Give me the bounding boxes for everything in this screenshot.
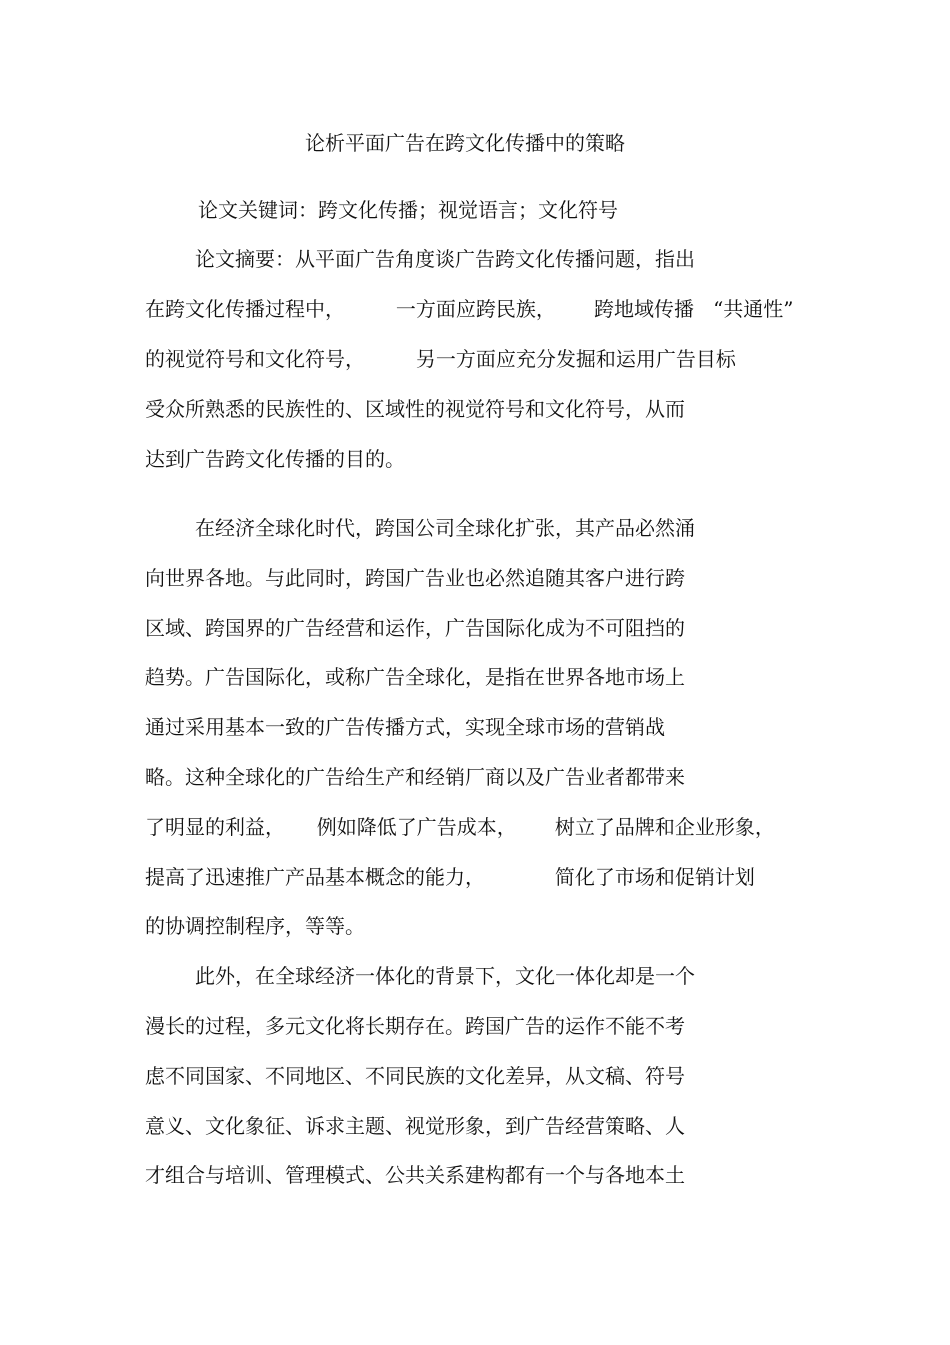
body-line: 的协调控制程序，等等。 bbox=[145, 914, 365, 938]
body-line: 提高了迅速推广产品基本概念的能力， 简化了市场和促销计划 bbox=[145, 865, 755, 889]
abstract-line: 论文摘要：从平面广告角度谈广告跨文化传播问题，指出 bbox=[195, 247, 695, 271]
body-line: 在经济全球化时代，跨国公司全球化扩张，其产品必然涌 bbox=[195, 516, 695, 540]
body-line: 区域、跨国界的广告经营和运作，广告国际化成为不可阻挡的 bbox=[145, 616, 685, 640]
body-line: 虑不同国家、不同地区、不同民族的文化差异，从文稿、符号 bbox=[145, 1064, 685, 1088]
body-line: 了明显的利益， 例如降低了广告成本， 树立了品牌和企业形象， bbox=[145, 815, 775, 839]
body-line: 才组合与培训、管理模式、公共关系建构都有一个与各地本土 bbox=[145, 1163, 685, 1187]
body-line: 漫长的过程，多元文化将长期存在。跨国广告的运作不能不考 bbox=[145, 1014, 685, 1038]
abstract-line: 的视觉符号和文化符号， 另一方面应充分发掘和运用广告目标 bbox=[145, 347, 736, 371]
keywords-line: 论文关键词：跨文化传播；视觉语言；文化符号 bbox=[198, 198, 618, 222]
body-line: 通过采用基本一致的广告传播方式，实现全球市场的营销战 bbox=[145, 715, 665, 739]
body-line: 略。这种全球化的广告给生产和经销厂商以及广告业者都带来 bbox=[145, 765, 685, 789]
body-line: 此外，在全球经济一体化的背景下，文化一体化却是一个 bbox=[195, 964, 695, 988]
body-line: 趋势。广告国际化，或称广告全球化，是指在世界各地市场上 bbox=[145, 665, 685, 689]
abstract-line: 达到广告跨文化传播的目的。 bbox=[145, 447, 405, 471]
abstract-line: 在跨文化传播过程中， 一方面应跨民族， 跨地域传播 “共通性” bbox=[145, 297, 794, 321]
body-line: 意义、文化象征、诉求主题、视觉形象，到广告经营策略、人 bbox=[145, 1114, 685, 1138]
body-line: 向世界各地。与此同时，跨国广告业也必然追随其客户进行跨 bbox=[145, 566, 685, 590]
page-title: 论析平面广告在跨文化传播中的策略 bbox=[305, 131, 625, 155]
abstract-line: 受众所熟悉的民族性的、区域性的视觉符号和文化符号，从而 bbox=[145, 397, 685, 421]
